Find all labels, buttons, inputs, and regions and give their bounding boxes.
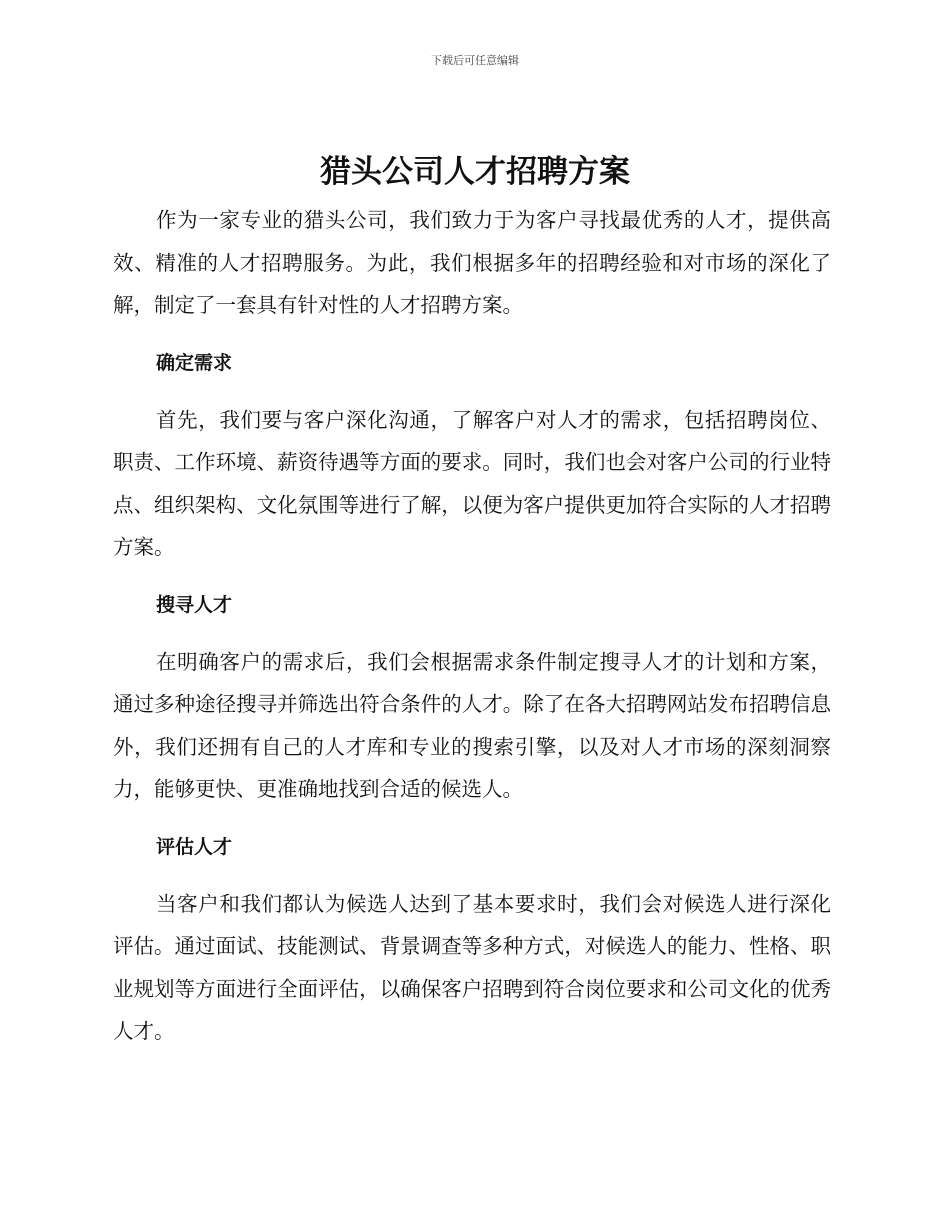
- section-paragraph: 当客户和我们都认为候选人达到了基本要求时，我们会对候选人进行深化评估。通过面试、技能测试、背景调查等多种方式，对候选人的能力、性格、职业规划等方面进行全面评估，以确保客户招聘到符合岗位要求和公司文化的优秀人才。: [113, 891, 831, 1043]
- section-evaluate-talent: [113, 829, 831, 1053]
- section-paragraph: 首先，我们要与客户深化沟通，了解客户对人才的需求，包括招聘岗位、职责、工作环境、薪资待遇等方面的要求。同时，我们也会对客户公司的行业特点、组织架构、文化氛围等进行了解，以便为客户提供更加符合实际的人才招聘方案。: [113, 407, 831, 559]
- intro-paragraph: 作为一家专业的猎头公司，我们致力于为客户寻找最优秀的人才，提供高效、精准的人才招聘服务。为此，我们根据多年的招聘经验和对市场的深化了解，制定了一套具有针对性的人才招聘方案。: [113, 208, 831, 317]
- section-heading: 确定需求: [156, 351, 233, 374]
- section-heading: 搜寻人才: [156, 593, 233, 616]
- section-paragraph: 在明确客户的需求后，我们会根据需求条件制定搜寻人才的计划和方案，通过多种途径搜寻并筛选出符合条件的人才。除了在各大招聘网站发布招聘信息外，我们还拥有自己的人才库和专业的搜索引擎，以及对人才市场的深刻洞察力，能够更快、更准确地找到合适的候选人。: [113, 649, 831, 801]
- document-title: 猎头公司人才招聘方案: [320, 154, 630, 190]
- section-search-talent: [113, 587, 831, 811]
- page-header: 下载后可任意编辑: [431, 54, 519, 67]
- section-heading: 评估人才: [156, 835, 233, 858]
- document-body: [113, 199, 831, 1053]
- section-requirements: [113, 345, 831, 569]
